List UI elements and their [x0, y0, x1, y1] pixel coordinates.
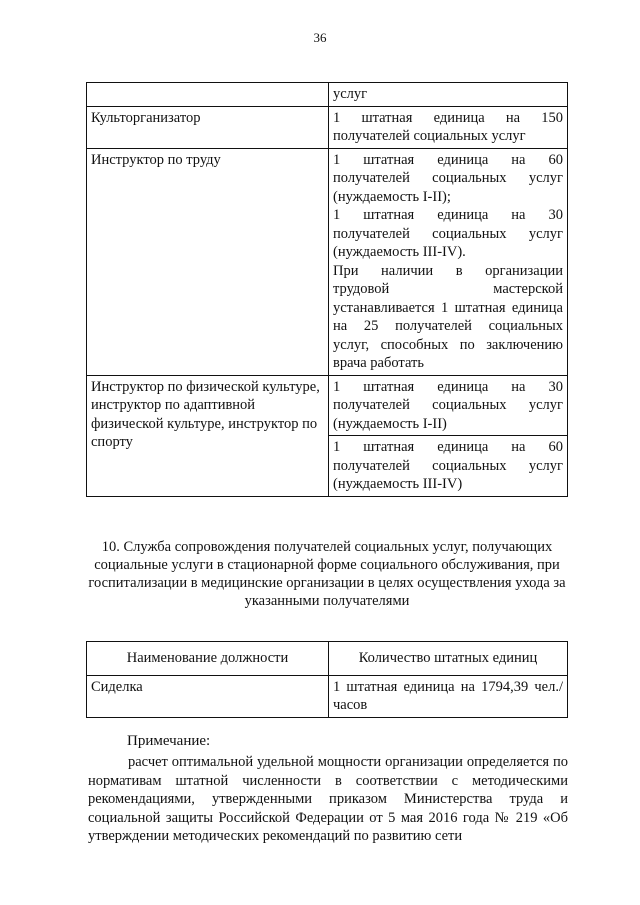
page-number: 36 — [313, 30, 327, 45]
position-cell — [87, 83, 329, 107]
staffing-cell: 1 штатная единица на 1794,39 чел./часов — [329, 675, 568, 717]
table-header-row — [87, 642, 568, 676]
staffing-table-section-10 — [86, 641, 568, 718]
table-row — [87, 148, 568, 375]
position-cell: Культорганизатор — [87, 106, 329, 148]
position-cell: Инструктор по физической культуре, инструктор по адаптивной физической культуре, инструктор по спорту — [87, 375, 329, 496]
column-header-count: Количество штатных единиц — [329, 642, 568, 676]
note-title: Примечание: — [127, 733, 211, 749]
staffing-cell: 1 штатная единица на 60 получателей социальных услуг (нуждаемость III-IV) — [329, 436, 568, 497]
staffing-cell: 1 штатная единица на 60 получателей социальных услуг (нуждаемость I-II); 1 штатная единица на 30 получателей социальных услуг (нуждаемость III-IV). При наличии в организации трудовой мастерской устанавливается 1 штатная единица на 25 получателей социальных услуг, способных по заключению врача работать — [329, 148, 568, 375]
staffing-table-continued — [86, 82, 568, 497]
table-row — [87, 375, 568, 436]
staffing-cell: услуг — [329, 83, 568, 107]
note-text: расчет оптимальной удельной мощности организации определяется по нормативам штатной численности в соответствии с методическими рекомендациями, утвержденными приказом Министерства труда и социальной защиты Российской Федерации от 5 мая 2016 года № 219 «Об утверждении методических рекомендаций по развитию сети — [88, 754, 568, 844]
table-row — [87, 106, 568, 148]
staffing-cell: 1 штатная единица на 150 получателей социальных услуг — [329, 106, 568, 148]
column-header-position: Наименование должности — [87, 642, 329, 676]
position-cell: Инструктор по труду — [87, 148, 329, 375]
table-row — [87, 675, 568, 717]
table-row — [87, 83, 568, 107]
position-cell: Сиделка — [87, 675, 329, 717]
staffing-cell: 1 штатная единица на 30 получателей социальных услуг (нуждаемость I-II) — [329, 375, 568, 436]
section-heading: 10. Служба сопровождения получателей социальных услуг, получающих социальные услуги в стационарной форме социального обслуживания, при госпитализации в медицинские организации в целях осуществления ухода за указанными получателями — [88, 539, 566, 609]
